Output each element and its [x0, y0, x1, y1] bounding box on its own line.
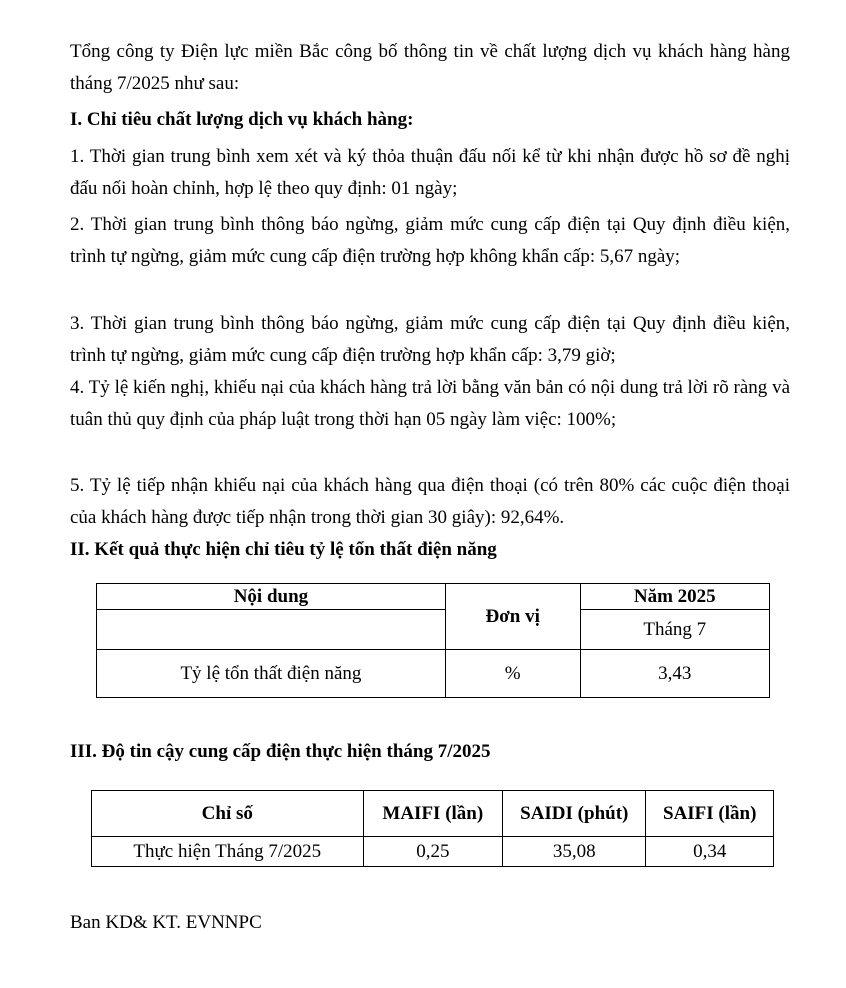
- section-3-title: III. Độ tin cậy cung cấp điện thực hiện tháng 7/2025: [70, 741, 491, 762]
- header-year: Năm 2025: [580, 584, 770, 610]
- reliability-table: [91, 790, 774, 867]
- section-1-item-3: 3. Thời gian trung bình thông báo ngừng, giảm mức cung cấp điện tại Quy định điều kiện, trình tự ngừng, giảm mức cung cấp điện trường hợp khẩn cấp: 3,79 giờ;: [70, 313, 790, 366]
- section-1-item-2: 2. Thời gian trung bình thông báo ngừng, giảm mức cung cấp điện tại Quy định điều kiện, trình tự ngừng, giảm mức cung cấp điện trường hợp không khẩn cấp: 5,67 ngày;: [70, 214, 790, 267]
- header-month: Tháng 7: [580, 610, 770, 650]
- section-1-item-1: 1. Thời gian trung bình xem xét và ký thỏa thuận đấu nối kể từ khi nhận được hồ sơ đề nghị đấu nối hoàn chỉnh, hợp lệ theo quy định: 01 ngày;: [70, 146, 790, 199]
- row-value: 3,43: [580, 650, 770, 698]
- section-2-title: II. Kết quả thực hiện chỉ tiêu tỷ lệ tổn thất điện năng: [70, 539, 497, 560]
- header-index: Chỉ số: [92, 791, 364, 837]
- row-period: Thực hiện Tháng 7/2025: [92, 837, 364, 867]
- header-unit: Đơn vị: [445, 584, 580, 650]
- row-label: Tỷ lệ tổn thất điện năng: [97, 650, 446, 698]
- intro-paragraph: Tổng công ty Điện lực miền Bắc công bố thông tin về chất lượng dịch vụ khách hàng hàng tháng 7/2025 như sau:: [70, 41, 790, 94]
- footer-signature: Ban KD& KT. EVNNPC: [70, 912, 262, 933]
- section-1-item-5: 5. Tỷ lệ tiếp nhận khiếu nại của khách hàng qua điện thoại (có trên 80% các cuộc điện thoại của khách hàng được tiếp nhận trong thời gian 30 giây): 92,64%.: [70, 475, 790, 528]
- header-content: Nội dung: [97, 584, 446, 610]
- row-maifi: 0,25: [363, 837, 502, 867]
- row-saidi: 35,08: [503, 837, 646, 867]
- section-1-item-4: 4. Tỷ lệ kiến nghị, khiếu nại của khách hàng trả lời bằng văn bản có nội dung trả lời rõ ràng và tuân thủ quy định của pháp luật trong thời hạn 05 ngày làm việc: 100%;: [70, 377, 790, 430]
- header-saidi: SAIDI (phút): [503, 791, 646, 837]
- header-maifi: MAIFI (lần): [363, 791, 502, 837]
- header-saifi: SAIFI (lần): [646, 791, 774, 837]
- section-1-title: I. Chỉ tiêu chất lượng dịch vụ khách hàng:: [70, 109, 414, 130]
- header-content-empty: [97, 610, 446, 650]
- row-saifi: 0,34: [646, 837, 774, 867]
- loss-rate-table: [96, 583, 770, 698]
- row-unit: %: [445, 650, 580, 698]
